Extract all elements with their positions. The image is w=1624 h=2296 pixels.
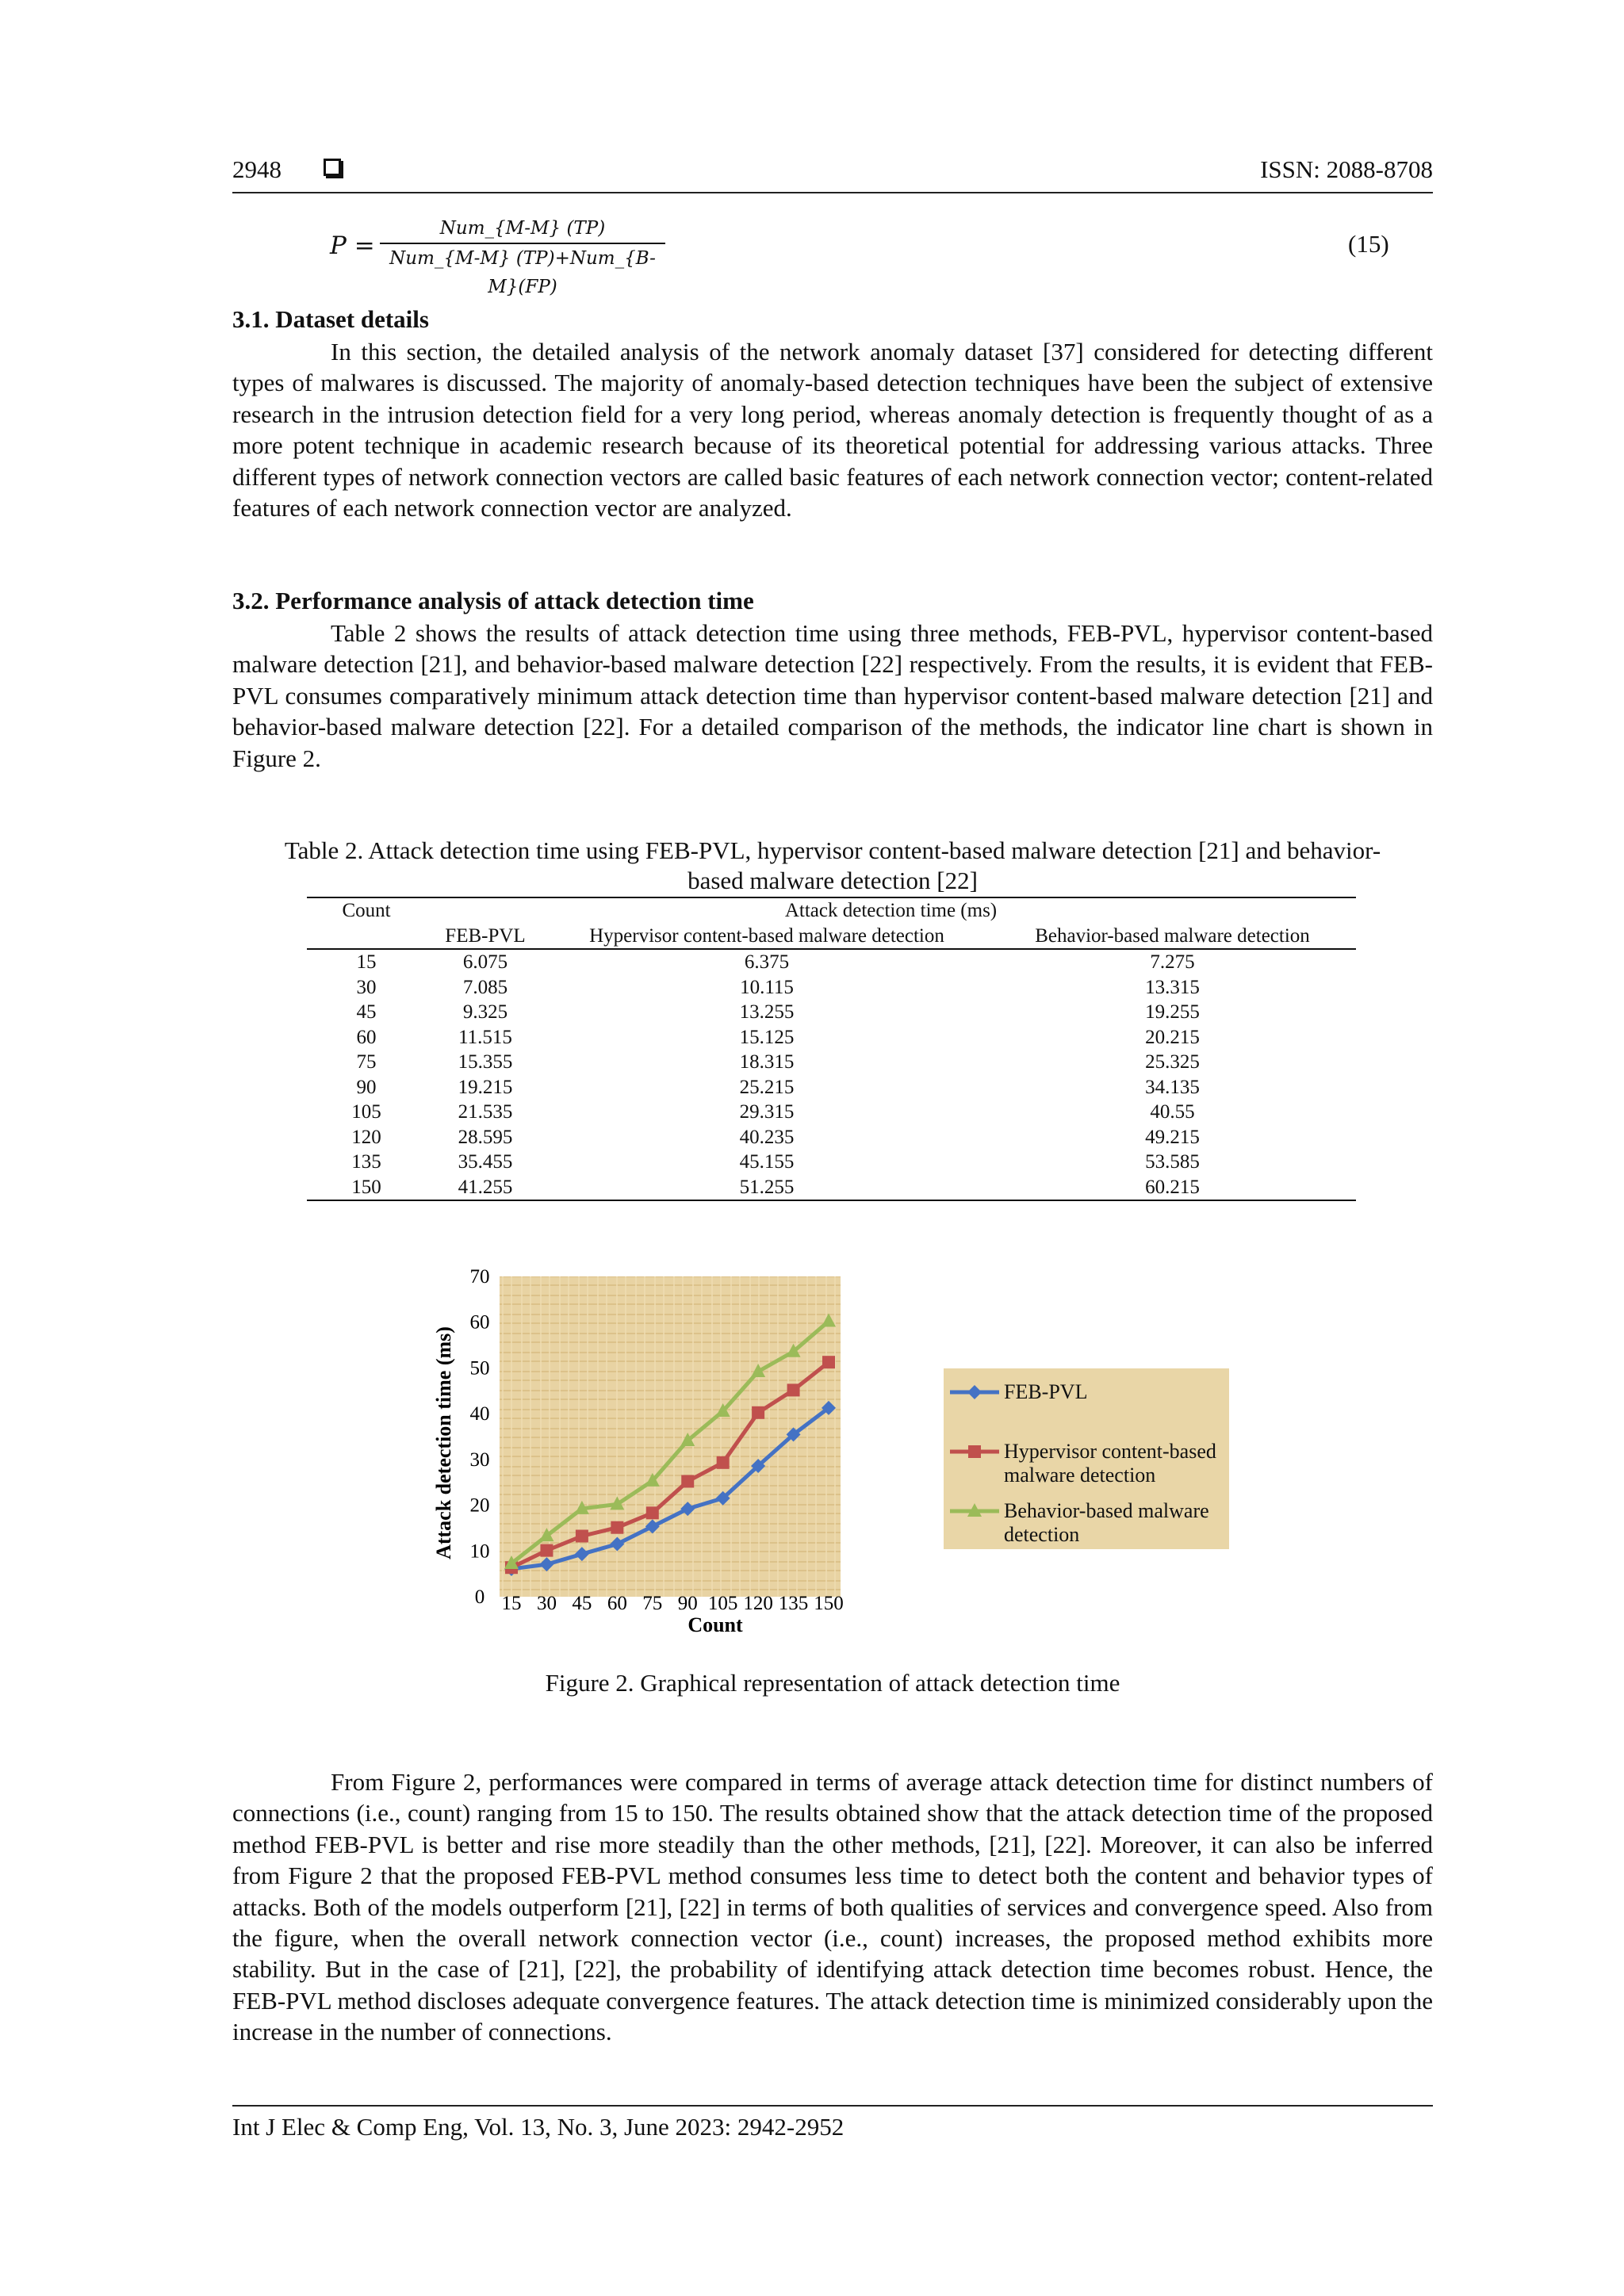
y-tick-label: 10	[469, 1540, 490, 1563]
table-row: 30 7.085 10.115 13.315	[356, 976, 1200, 998]
y-axis-label: Attack detection time (ms)	[432, 1326, 455, 1559]
table-row: 105 21.535 29.315 40.55	[351, 1101, 1195, 1123]
table-row: 15 6.075 6.375 7.275	[356, 951, 1195, 973]
legend-label: Hypervisor content-based	[1004, 1440, 1216, 1463]
x-tick-label: 90	[677, 1593, 698, 1614]
y-tick-label: 0	[474, 1586, 485, 1608]
body-paragraph: From Figure 2, performances were compared in terms of average attack detection time for distinct numbers of connections (i.e., count) ranging from 15 to 150. The results obtained show that the attack detection time of the proposed method FEB-PVL is better and rise more steadily than the other methods, [21], [22]. Moreover, it can also be inferred from Figure 2 that the proposed FEB-PVL method consumes less time to detect both the content and behavior types of attacks. Both of the models outperform [21], [22] in terms of both qualities of services and convergence speed. Also from the figure, when the overall network connection vector (i.e., count) increases, the proposed method exhibits more stability. But in the case of [21], [22], the probability of identifying attack detection time becomes robust. Hence, the FEB-PVL method discloses adequate convergence features. The attack detection time is minimized considerably upon the increase in the number of connections.	[232, 1768, 1433, 2046]
data-point	[787, 1383, 800, 1396]
x-tick-label: 135	[778, 1593, 809, 1614]
equation-numerator: Num_{M-M} (TP)	[439, 218, 606, 239]
table-row: 75 15.355 18.315 25.325	[356, 1051, 1200, 1073]
x-tick-label: 120	[743, 1593, 773, 1614]
y-tick-label: 30	[469, 1448, 490, 1471]
legend-label: Behavior-based malware	[1004, 1499, 1209, 1522]
y-tick-label: 50	[469, 1357, 490, 1380]
y-tick-label: 60	[469, 1311, 490, 1334]
x-tick-label: 30	[536, 1593, 557, 1614]
footer-text: Int J Elec & Comp Eng, Vol. 13, No. 3, June 2023: 2942-2952	[232, 2113, 845, 2141]
table-row: 135 35.455 45.155 53.585	[351, 1151, 1200, 1173]
table-col-header: Hypervisor content-based malware detection	[589, 924, 944, 947]
y-tick-label: 40	[469, 1403, 490, 1425]
data-point	[646, 1506, 659, 1519]
y-tick-label: 20	[469, 1494, 490, 1517]
equation-lhs: P =	[330, 232, 375, 260]
square-bullet-icon	[324, 159, 341, 180]
table-col-header: FEB-PVL	[445, 924, 526, 947]
diamond-marker-icon	[950, 1380, 1001, 1404]
results-table	[307, 897, 1356, 1201]
x-tick-label: 60	[607, 1593, 627, 1614]
data-point	[752, 1406, 764, 1419]
issn: ISSN: 2088-8708	[1260, 155, 1433, 183]
data-point	[576, 1529, 588, 1542]
chart-legend	[944, 1368, 1229, 1549]
table-col-header: Behavior-based malware detection	[1035, 924, 1310, 947]
section-heading: 3.2. Performance analysis of attack detection time	[232, 587, 754, 614]
table-row: 150 41.255 51.255 60.215	[307, 1175, 1356, 1201]
equation-denominator: Num_{M-M} (TP)+Num_{B-M}(FP)	[389, 248, 656, 297]
x-tick-label: 105	[707, 1593, 738, 1614]
x-tick-label: 45	[572, 1593, 592, 1614]
table-header-count: Count	[342, 900, 391, 921]
header-rule	[232, 192, 1433, 193]
table-row: 45 9.325 13.255 19.255	[356, 1001, 1200, 1023]
data-point	[717, 1456, 730, 1469]
section-paragraph: Table 2 shows the results of attack detection time using three methods, FEB-PVL, hypervisor content-based malware detection [21], and behavior-based malware detection [22] respectively. From the results, it is evident that FEB-PVL consumes comparatively minimum attack detection time than hypervisor content-based malware detection [21] and behavior-based malware detection [22]. For a detailed comparison of the methods, the indicator line chart is shown in Figure 2.	[232, 619, 1433, 772]
legend-label: FEB-PVL	[1004, 1380, 1088, 1403]
x-tick-label: 150	[814, 1593, 844, 1614]
section-paragraph: In this section, the detailed analysis of the network anomaly dataset [37] considered for detecting different types of malwares is discussed. The majority of anomaly-based detection techniques have been the subject of extensive research in the intrusion detection field for a very long period, whereas anomaly detection is frequently thought of as a more potent technique in academic research because of its theoretical potential for addressing various attacks. Three different types of network connection vectors are called basic features of each network connection vector; content-related features of each network connection vector are analyzed.	[232, 338, 1433, 522]
footer-rule	[232, 2105, 1433, 2107]
table-row: 60 11.515 15.125 20.215	[356, 1026, 1200, 1048]
square-marker-icon	[950, 1440, 1001, 1464]
equation-fraction	[380, 214, 665, 297]
data-point	[822, 1356, 835, 1368]
x-axis-label: Count	[688, 1613, 743, 1636]
x-tick-label: 75	[642, 1593, 663, 1614]
data-point	[611, 1521, 623, 1534]
page-number: 2948	[232, 155, 282, 183]
data-point	[681, 1475, 694, 1487]
section-heading: 3.1. Dataset details	[232, 305, 429, 333]
triangle-marker-icon	[950, 1499, 1001, 1523]
x-tick-label: 15	[501, 1593, 522, 1614]
legend-label: detection	[1004, 1523, 1080, 1546]
data-point	[540, 1544, 553, 1557]
figure-caption: Figure 2. Graphical representation of attack detection time	[545, 1669, 1120, 1697]
legend-label: malware detection	[1004, 1464, 1156, 1487]
table-row: 120 28.595 40.235 49.215	[351, 1126, 1200, 1148]
equation-number: (15)	[1348, 230, 1389, 258]
table-header-group: Attack detection time (ms)	[784, 900, 998, 921]
table-caption: Table 2. Attack detection time using FEB-PVL, hypervisor content-based malware detection [21] and behavior-based malware detection [22]	[284, 836, 1381, 894]
table-row: 90 19.215 25.215 34.135	[356, 1076, 1200, 1098]
y-tick-label: 70	[469, 1266, 490, 1288]
